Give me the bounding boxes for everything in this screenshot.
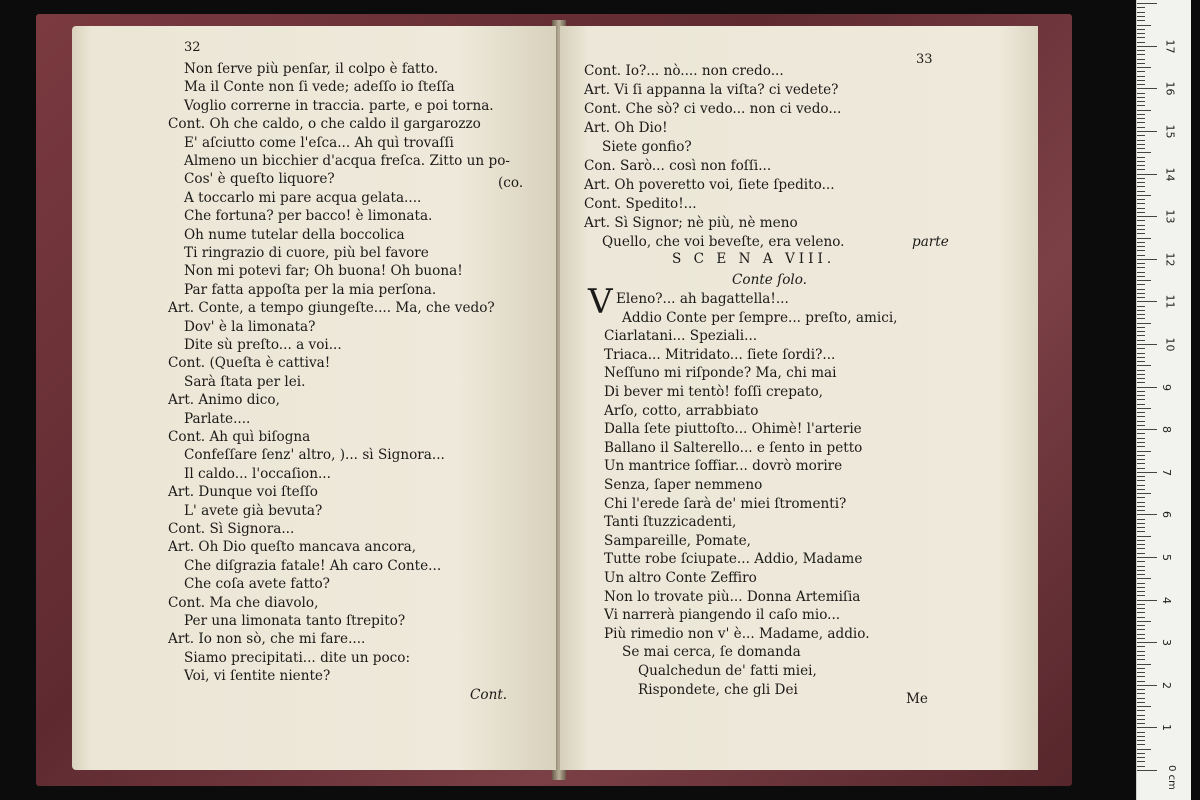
ruler-tick bbox=[1137, 732, 1145, 733]
ruler-tick bbox=[1137, 761, 1145, 762]
left-text-line: Cos' è queſto liquore? bbox=[184, 171, 335, 188]
ruler-tick bbox=[1137, 540, 1145, 541]
ruler-tick bbox=[1137, 685, 1157, 686]
ruler-tick bbox=[1137, 229, 1145, 230]
ruler-tick bbox=[1137, 242, 1145, 243]
right-page bbox=[560, 26, 1038, 770]
right-text-line: Addio Conte per ſempre... preſto, amici, bbox=[622, 309, 898, 326]
ruler-tick bbox=[1137, 476, 1145, 477]
ruler-tick bbox=[1137, 629, 1145, 630]
left-side-note: (co. bbox=[498, 175, 524, 191]
right-text-line: Di bever mi tentò! foſſi crepato, bbox=[604, 384, 823, 400]
ruler-tick bbox=[1137, 152, 1151, 153]
left-text-line: Siamo precipitati... dite un poco: bbox=[184, 649, 411, 666]
right-text-line: Un altro Conte Zeffiro bbox=[604, 570, 757, 586]
ruler-tick bbox=[1137, 664, 1151, 665]
ruler-tick bbox=[1137, 12, 1145, 13]
left-text-line: Almeno un bicchier d'acqua freſca. Zitto un po- bbox=[184, 153, 510, 169]
ruler-tick bbox=[1137, 382, 1145, 383]
ruler-tick bbox=[1137, 429, 1157, 430]
ruler-tick bbox=[1137, 212, 1145, 213]
right-text-line: Sampareille, Pomate, bbox=[604, 532, 751, 549]
ruler-tick bbox=[1137, 651, 1145, 652]
right-text-line: Tanti ſtuzzicadenti, bbox=[604, 514, 737, 531]
ruler-number: 4 bbox=[1160, 596, 1173, 604]
ruler-tick bbox=[1137, 50, 1145, 51]
ruler-tick bbox=[1137, 527, 1145, 528]
left-text-line: Art. Io non sò, che mi fare.... bbox=[168, 631, 366, 648]
left-text-line: Cont. Ah quì biſogna bbox=[168, 429, 311, 445]
ruler-tick bbox=[1137, 433, 1145, 434]
ruler-tick bbox=[1137, 272, 1145, 273]
ruler-tick bbox=[1137, 646, 1145, 647]
ruler-number: 11 bbox=[1163, 294, 1177, 309]
left-text-line: Art. Animo dico, bbox=[168, 392, 280, 409]
ruler-tick bbox=[1137, 638, 1145, 639]
right-text-line: Ballano il Salterello... e ſento in petto bbox=[604, 439, 863, 456]
ruler-tick bbox=[1137, 135, 1145, 136]
ruler-tick bbox=[1137, 621, 1151, 622]
ruler-tick bbox=[1137, 93, 1145, 94]
ruler-tick bbox=[1137, 169, 1145, 170]
ruler-tick bbox=[1137, 280, 1151, 281]
ruler-tick bbox=[1137, 681, 1145, 682]
left-text-line: Par fatta appoſta per la mia perſona. bbox=[184, 281, 437, 298]
ruler-number: 5 bbox=[1160, 554, 1173, 561]
left-text-line: Il caldo... l'occaſion... bbox=[184, 465, 331, 482]
ruler-tick bbox=[1137, 591, 1145, 592]
ruler-tick bbox=[1137, 365, 1151, 366]
ruler-tick bbox=[1137, 255, 1145, 256]
ruler-tick bbox=[1137, 148, 1145, 149]
left-text-line: Che diſgrazia fatale! Ah caro Conte... bbox=[184, 557, 442, 574]
ruler-tick bbox=[1137, 727, 1157, 728]
ruler-tick bbox=[1137, 672, 1145, 673]
ruler-tick bbox=[1137, 408, 1151, 409]
right-text-line: Cont. Io?... nò.... non credo... bbox=[584, 63, 784, 79]
right-text-line: Un mantrice ſoffiar... dovrò morire bbox=[604, 458, 843, 475]
left-text-line: Art. Conte, a tempo giungeſte.... Ma, che vedo? bbox=[168, 300, 495, 317]
ruler-tick bbox=[1137, 276, 1145, 277]
left-text-line: Cont. Oh che caldo, o che caldo il gargarozzo bbox=[168, 116, 481, 133]
ruler-tick bbox=[1137, 553, 1145, 554]
right-text-line: Art. Oh Dio! bbox=[584, 120, 668, 136]
ruler-tick bbox=[1137, 497, 1145, 498]
ruler-tick bbox=[1137, 736, 1145, 737]
right-page-number: 33 bbox=[916, 52, 933, 67]
ruler-tick bbox=[1137, 246, 1145, 247]
left-text-line: Art. Oh Dio queſto mancava ancora, bbox=[168, 539, 417, 556]
ruler-tick bbox=[1137, 84, 1145, 85]
ruler-tick bbox=[1137, 88, 1157, 89]
ruler-tick bbox=[1137, 544, 1145, 545]
ruler-tick bbox=[1137, 502, 1145, 503]
ruler-tick bbox=[1137, 293, 1145, 294]
right-text-line: Non lo trovate più... Donna Artemiſia bbox=[604, 588, 861, 605]
ruler-tick bbox=[1137, 510, 1145, 511]
right-text-line: Dalla ſete piuttoſto... Ohimè! l'arterie bbox=[604, 421, 862, 438]
ruler-tick bbox=[1137, 600, 1157, 601]
ruler-tick bbox=[1137, 101, 1145, 102]
ruler-tick bbox=[1137, 122, 1145, 123]
ruler-tick bbox=[1137, 702, 1145, 703]
ruler-tick bbox=[1137, 612, 1145, 613]
ruler-tick bbox=[1137, 284, 1145, 285]
ruler-tick bbox=[1137, 561, 1145, 562]
right-text-line: Tutte robe ſciupate... Addio, Madame bbox=[604, 551, 863, 568]
ruler-tick bbox=[1137, 157, 1145, 158]
left-text-line: Cont. Ma che diavolo, bbox=[168, 594, 319, 611]
left-text-line: Per una limonata tanto ſtrepito? bbox=[184, 613, 406, 629]
ruler-tick bbox=[1137, 570, 1145, 571]
ruler-tick bbox=[1137, 314, 1145, 315]
ruler-tick bbox=[1137, 412, 1145, 413]
ruler-tick bbox=[1137, 642, 1157, 643]
ruler-tick bbox=[1137, 80, 1145, 81]
ruler-number: 14 bbox=[1163, 167, 1177, 182]
ruler-number: 12 bbox=[1163, 252, 1177, 267]
left-catchword: Cont. bbox=[470, 687, 508, 703]
right-text-line: Art. Oh poveretto voi, ſiete ſpedito... bbox=[584, 177, 835, 193]
ruler-tick bbox=[1137, 531, 1145, 532]
ruler-unit: 0 cm bbox=[1165, 765, 1177, 790]
ruler-tick bbox=[1137, 744, 1145, 745]
ruler-tick bbox=[1137, 16, 1145, 17]
left-text-line: A toccarlo mi pare acqua gelata.... bbox=[184, 189, 422, 206]
right-text-line: Cont. Che sò? ci vedo... non ci vedo... bbox=[584, 101, 842, 117]
left-text-line: Ma il Conte non ſi vede; adeſſo io ſteſſa bbox=[184, 79, 455, 96]
ruler-tick bbox=[1137, 395, 1145, 396]
ruler-tick bbox=[1137, 46, 1157, 47]
right-text-line: Arſo, cotto, arrabbiato bbox=[604, 402, 759, 419]
ruler-tick bbox=[1137, 131, 1157, 132]
ruler-tick bbox=[1137, 463, 1145, 464]
ruler-number: 3 bbox=[1160, 639, 1173, 647]
ruler-tick bbox=[1137, 174, 1157, 175]
left-text-line: E' aſciutto come l'eſca... Ah quì trovaſſi bbox=[184, 134, 454, 151]
ruler-tick bbox=[1137, 233, 1145, 234]
ruler-tick bbox=[1137, 331, 1145, 332]
ruler-tick bbox=[1137, 438, 1145, 439]
ruler-tick bbox=[1137, 54, 1145, 55]
ruler-tick bbox=[1137, 719, 1145, 720]
scene-heading: S C E N A VIII. bbox=[672, 251, 836, 267]
ruler-number: 8 bbox=[1160, 426, 1173, 434]
right-text-line: Se mai cerca, ſe domanda bbox=[622, 644, 801, 661]
left-text-line: Confeſſare ſenz' altro, )... sì Signora... bbox=[184, 447, 445, 464]
ruler-tick bbox=[1137, 493, 1151, 494]
scene-subheading: Conte ſolo. bbox=[732, 272, 807, 288]
ruler-number: 10 bbox=[1163, 337, 1177, 352]
ruler-tick bbox=[1137, 425, 1145, 426]
ruler-tick bbox=[1137, 199, 1145, 200]
ruler-tick bbox=[1137, 195, 1151, 196]
ruler-tick bbox=[1137, 399, 1145, 400]
ruler-tick bbox=[1137, 519, 1145, 520]
ruler-number: 15 bbox=[1163, 124, 1177, 139]
ruler-tick bbox=[1137, 608, 1145, 609]
left-text-line: Parlate.... bbox=[184, 410, 251, 427]
ruler-tick bbox=[1137, 710, 1145, 711]
ruler-tick bbox=[1137, 301, 1157, 302]
left-text-line: Voi, vi ſentite niente? bbox=[184, 668, 331, 685]
ruler-tick bbox=[1137, 706, 1151, 707]
stage-direction: parte bbox=[912, 234, 949, 250]
left-text-line: Dite sù preſto... a voi... bbox=[184, 337, 342, 353]
ruler-tick bbox=[1137, 353, 1145, 354]
ruler-tick bbox=[1137, 625, 1145, 626]
ruler-tick bbox=[1137, 263, 1145, 264]
ruler-tick bbox=[1137, 178, 1145, 179]
ruler-tick bbox=[1137, 318, 1145, 319]
ruler-tick bbox=[1137, 378, 1145, 379]
ruler-tick bbox=[1137, 340, 1145, 341]
ruler-tick bbox=[1137, 442, 1145, 443]
ruler-tick bbox=[1137, 144, 1145, 145]
right-text-line: Vi narrerà piangendo il caſo mio... bbox=[604, 607, 841, 624]
ruler-tick bbox=[1137, 446, 1145, 447]
right-text-line: Art. Sì Signor; nè più, nè meno bbox=[584, 215, 798, 231]
ruler-tick bbox=[1137, 587, 1145, 588]
ruler-tick bbox=[1137, 114, 1145, 115]
drop-cap: V bbox=[588, 282, 613, 322]
ruler-tick bbox=[1137, 267, 1145, 268]
ruler-tick bbox=[1137, 25, 1151, 26]
ruler-tick bbox=[1137, 404, 1145, 405]
left-text-line: Oh nume tutelar della boccolica bbox=[184, 226, 405, 243]
ruler-tick bbox=[1137, 387, 1157, 388]
ruler-tick bbox=[1137, 323, 1151, 324]
ruler-tick bbox=[1137, 676, 1145, 677]
ruler-number: 6 bbox=[1160, 511, 1173, 519]
ruler-tick bbox=[1137, 578, 1151, 579]
ruler-tick bbox=[1137, 770, 1157, 771]
left-text-line: Art. Dunque voi ſteſſo bbox=[168, 484, 318, 501]
ruler-tick bbox=[1137, 604, 1145, 605]
ruler-tick bbox=[1137, 523, 1145, 524]
ruler-tick bbox=[1137, 689, 1145, 690]
ruler-tick bbox=[1137, 71, 1145, 72]
ruler-tick bbox=[1137, 182, 1145, 183]
ruler-tick bbox=[1137, 3, 1157, 4]
right-text-line: Più rimedio non v' è... Madame, addio. bbox=[604, 625, 870, 642]
ruler-tick bbox=[1137, 753, 1145, 754]
ruler-tick bbox=[1137, 749, 1151, 750]
ruler-tick bbox=[1137, 348, 1145, 349]
right-text-line: Eleno?... ah bagattella!... bbox=[616, 291, 789, 307]
ruler-number: 2 bbox=[1160, 681, 1173, 689]
ruler-tick bbox=[1137, 757, 1145, 758]
ruler-tick bbox=[1137, 766, 1145, 767]
ruler-tick bbox=[1137, 310, 1145, 311]
ruler-tick bbox=[1137, 617, 1145, 618]
ruler-tick bbox=[1137, 306, 1145, 307]
ruler-tick bbox=[1137, 655, 1145, 656]
ruler-tick bbox=[1137, 203, 1145, 204]
ruler-tick bbox=[1137, 740, 1145, 741]
ruler-tick bbox=[1137, 42, 1145, 43]
ruler-tick bbox=[1137, 7, 1145, 8]
ruler-tick bbox=[1137, 472, 1157, 473]
ruler-tick bbox=[1137, 225, 1145, 226]
left-text-line: Dov' è la limonata? bbox=[184, 318, 316, 335]
right-text-line: Art. Vi ſi appanna la viſta? ci vedete? bbox=[584, 82, 839, 98]
ruler-tick bbox=[1137, 127, 1145, 128]
left-text-line: Non ſerve più penſar, il colpo è fatto. bbox=[184, 61, 439, 77]
left-text-line: L' avete già bevuta? bbox=[184, 502, 323, 519]
ruler-tick bbox=[1137, 574, 1145, 575]
ruler-tick bbox=[1137, 344, 1157, 345]
ruler-tick bbox=[1137, 238, 1151, 239]
ruler-tick bbox=[1137, 421, 1145, 422]
ruler-tick bbox=[1137, 715, 1145, 716]
right-text-line: Siete gonfio? bbox=[602, 139, 692, 155]
measuring-ruler bbox=[1136, 0, 1191, 800]
right-text-line: Senza, ſaper nemmeno bbox=[604, 477, 763, 493]
ruler-tick bbox=[1137, 63, 1145, 64]
ruler-tick bbox=[1137, 67, 1151, 68]
ruler-tick bbox=[1137, 459, 1145, 460]
ruler-number: 17 bbox=[1163, 39, 1177, 54]
ruler-tick bbox=[1137, 140, 1145, 141]
ruler-tick bbox=[1137, 289, 1145, 290]
ruler-tick bbox=[1137, 468, 1145, 469]
ruler-tick bbox=[1137, 566, 1145, 567]
left-text-line: Cont. (Queſta è cattiva! bbox=[168, 355, 331, 372]
ruler-tick bbox=[1137, 37, 1145, 38]
ruler-tick bbox=[1137, 357, 1145, 358]
ruler-tick bbox=[1137, 297, 1145, 298]
ruler-tick bbox=[1137, 370, 1145, 371]
ruler-tick bbox=[1137, 33, 1145, 34]
right-text-line: Ciarlatani... Speziali... bbox=[604, 328, 758, 345]
ruler-tick bbox=[1137, 97, 1145, 98]
right-text-line: Con. Sarò... così non foſſi... bbox=[584, 158, 772, 174]
right-text-line: Qualchedun de' fatti miei, bbox=[638, 663, 817, 679]
ruler-tick bbox=[1137, 186, 1145, 187]
ruler-tick bbox=[1137, 455, 1145, 456]
ruler-tick bbox=[1137, 29, 1145, 30]
right-text-line: Chi l'erede ſarà de' miei ſtromenti? bbox=[604, 495, 847, 512]
right-text-line: Quello, che voi beveſte, era veleno. bbox=[602, 234, 845, 250]
left-text-line: Ti ringrazio di cuore, più bel favore bbox=[184, 245, 429, 261]
ruler-tick bbox=[1137, 20, 1145, 21]
ruler-tick bbox=[1137, 536, 1151, 537]
ruler-tick bbox=[1137, 110, 1151, 111]
ruler-tick bbox=[1137, 259, 1157, 260]
ruler-tick bbox=[1137, 485, 1145, 486]
left-page-number: 32 bbox=[184, 40, 201, 55]
left-text-line: Sarà ſtata per lei. bbox=[184, 373, 306, 390]
ruler-tick bbox=[1137, 105, 1145, 106]
ruler-tick bbox=[1137, 165, 1145, 166]
ruler-tick bbox=[1137, 557, 1157, 558]
ruler-tick bbox=[1137, 220, 1145, 221]
ruler-tick bbox=[1137, 480, 1145, 481]
ruler-tick bbox=[1137, 76, 1145, 77]
ruler-tick bbox=[1137, 250, 1145, 251]
ruler-number: 13 bbox=[1163, 209, 1177, 224]
ruler-tick bbox=[1137, 659, 1145, 660]
ruler-number: 16 bbox=[1163, 81, 1177, 96]
ruler-tick bbox=[1137, 583, 1145, 584]
ruler-number: 7 bbox=[1160, 468, 1173, 476]
ruler-tick bbox=[1137, 191, 1145, 192]
left-text-line: Cont. Sì Signora... bbox=[168, 521, 295, 537]
ruler-tick bbox=[1137, 668, 1145, 669]
ruler-tick bbox=[1137, 595, 1145, 596]
left-text-line: Che fortuna? per bacco! è limonata. bbox=[184, 208, 433, 225]
ruler-tick bbox=[1137, 361, 1145, 362]
right-text-line: Neſſuno mi riſponde? Ma, chi mai bbox=[604, 365, 837, 382]
ruler-tick bbox=[1137, 416, 1145, 417]
ruler-tick bbox=[1137, 216, 1157, 217]
ruler-tick bbox=[1137, 161, 1145, 162]
left-text-line: Che coſa avete fatto? bbox=[184, 576, 330, 593]
ruler-tick bbox=[1137, 451, 1151, 452]
ruler-tick bbox=[1137, 59, 1145, 60]
right-catchword: Me bbox=[906, 691, 928, 707]
ruler-tick bbox=[1137, 506, 1145, 507]
ruler-tick bbox=[1137, 118, 1145, 119]
ruler-tick bbox=[1137, 548, 1145, 549]
ruler-tick bbox=[1137, 374, 1145, 375]
ruler-tick bbox=[1137, 693, 1145, 694]
ruler-number: 1 bbox=[1160, 724, 1173, 732]
left-page bbox=[72, 26, 556, 770]
ruler-tick bbox=[1137, 634, 1145, 635]
ruler-tick bbox=[1137, 723, 1145, 724]
right-text-line: Cont. Spedito!... bbox=[584, 196, 697, 212]
ruler-tick bbox=[1137, 514, 1157, 515]
right-text-line: Rispondete, che gli Dei bbox=[638, 681, 798, 698]
left-text-line: Voglio correrne in traccia. parte, e poi torna. bbox=[184, 97, 494, 114]
ruler-tick bbox=[1137, 698, 1145, 699]
right-text-line: Triaca... Mitridato... ſiete ſordi?... bbox=[604, 346, 836, 363]
ruler-tick bbox=[1137, 327, 1145, 328]
ruler-tick bbox=[1137, 489, 1145, 490]
ruler-tick bbox=[1137, 391, 1145, 392]
ruler-tick bbox=[1137, 335, 1145, 336]
ruler-tick bbox=[1137, 208, 1145, 209]
ruler-number: 9 bbox=[1160, 383, 1173, 391]
left-text-line: Non mi potevi far; Oh buona! Oh buona! bbox=[184, 263, 463, 280]
